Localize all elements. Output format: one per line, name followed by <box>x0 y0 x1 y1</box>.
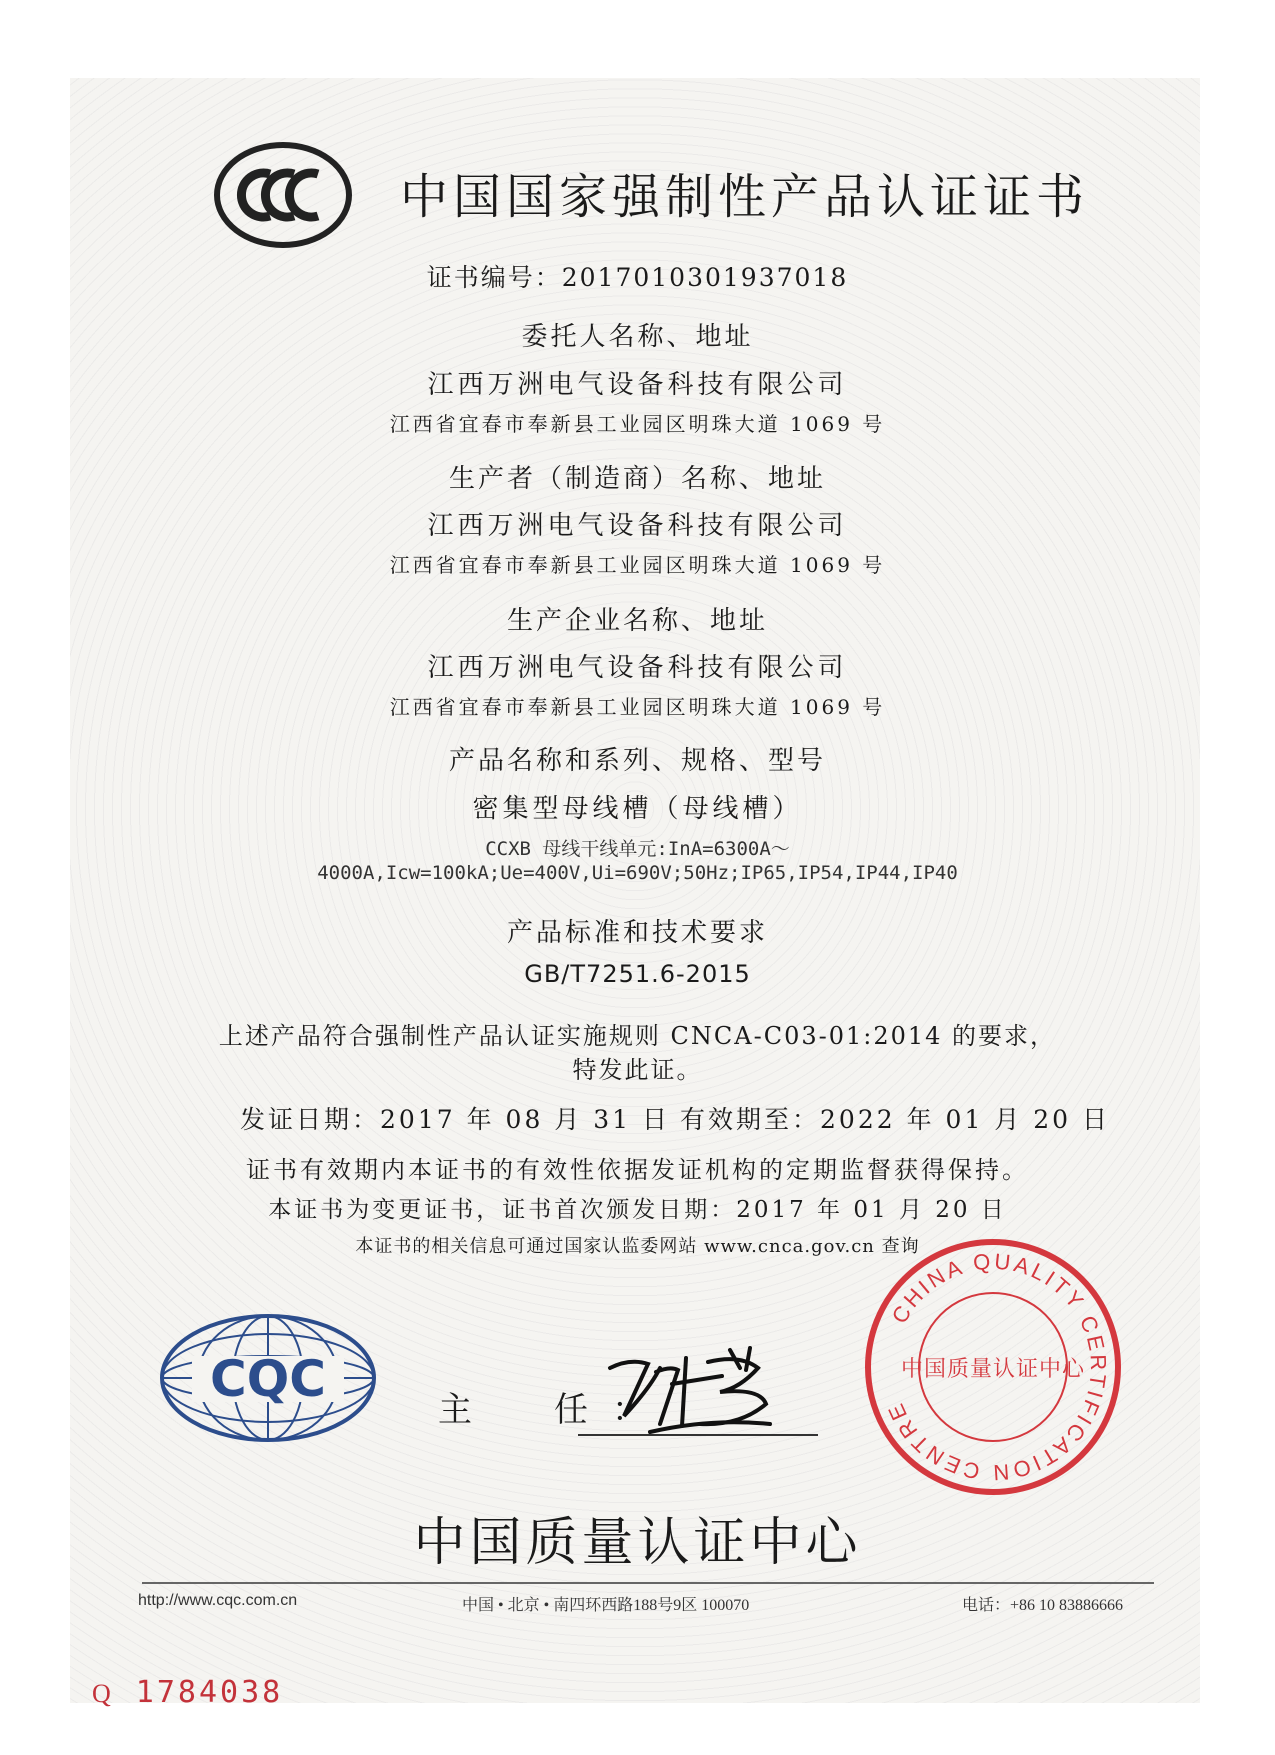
valid-date-row <box>680 1100 1110 1136</box>
product-heading: 产品名称和系列、规格、型号 <box>448 746 826 776</box>
standard-value: GB/T7251.6-2015 <box>524 960 751 988</box>
seal-outer-text: CHINA QUALITY CERTIFICATION CENTRE <box>881 1248 1112 1486</box>
issue-date-row <box>240 1100 670 1136</box>
issuer-name: 中国质量认证中心 <box>413 1513 862 1573</box>
ccc-logo-text: CCC <box>283 198 286 199</box>
issue-date-label: 发证日期： <box>240 1105 381 1134</box>
factory-name: 江西万洲电气设备科技有限公司 <box>427 653 848 683</box>
lookup-note: 本证书的相关信息可通过国家认监委网站 www.cnca.gov.cn 查询 <box>355 1236 920 1257</box>
applicant-name: 江西万洲电气设备科技有限公司 <box>427 370 848 400</box>
certificate-number-label: 证书编号： <box>426 263 562 292</box>
seal-inner-text: 中国质量认证中心 <box>900 1357 1086 1382</box>
cqc-logo-text: CQC <box>210 1350 326 1408</box>
applicant-heading: 委托人名称、地址 <box>521 322 754 352</box>
standard-heading: 产品标准和技术要求 <box>506 918 768 948</box>
serial-value: 1784038 <box>135 1675 284 1710</box>
product-model-line-1: CCXB 母线干线单元:InA=6300A～ <box>485 838 790 860</box>
ccc-logo-icon <box>212 140 354 250</box>
footer-divider <box>142 1582 1154 1584</box>
manufacturer-heading: 生产者（制造商）名称、地址 <box>448 464 826 494</box>
director-label: 主 任： <box>438 1390 670 1430</box>
valid-date: 2022 年 01 月 20 日 <box>820 1105 1110 1134</box>
serial-number <box>92 1675 283 1710</box>
certificate-title: 中国国家强制性产品认证证书 <box>400 169 1090 225</box>
factory-address: 江西省宜春市奉新县工业园区明珠大道 1069 号 <box>389 695 886 719</box>
product-model-line-2: 4000A,Icw=100kA;Ue=400V,Ui=690V;50Hz;IP65,IP54,IP44,IP40 <box>317 862 958 884</box>
serial-prefix: Q <box>92 1679 114 1708</box>
manufacturer-address: 江西省宜春市奉新县工业园区明珠大道 1069 号 <box>389 553 886 577</box>
cqc-seal-icon <box>862 1236 1124 1498</box>
product-name: 密集型母线槽（母线槽） <box>472 794 803 824</box>
cqc-logo-icon <box>158 1312 378 1444</box>
signature-line <box>578 1434 818 1436</box>
issue-date: 2017 年 08 月 31 日 <box>380 1105 670 1134</box>
director-signature <box>590 1328 830 1438</box>
factory-heading: 生产企业名称、地址 <box>506 606 768 636</box>
footer-url[interactable]: http://www.cqc.com.cn <box>138 1592 298 1609</box>
footer-address: 中国 • 北京 • 南四环西路188号9区 100070 <box>462 1597 750 1614</box>
manufacturer-name: 江西万洲电气设备科技有限公司 <box>427 511 848 541</box>
certificate-number: 2017010301937018 <box>561 263 849 292</box>
validity-note: 证书有效期内本证书的有效性依据发证机构的定期监督获得保持。 <box>246 1156 1029 1184</box>
footer-telephone: 电话：+86 10 83886666 <box>962 1597 1124 1614</box>
valid-date-label: 有效期至： <box>680 1105 821 1134</box>
grant-statement-line-2: 特发此证。 <box>572 1056 703 1084</box>
certificate-number-row <box>0 258 1275 294</box>
applicant-address: 江西省宜春市奉新县工业园区明珠大道 1069 号 <box>389 412 886 436</box>
change-note: 本证书为变更证书，证书首次颁发日期：2017 年 01 月 20 日 <box>268 1197 1007 1223</box>
grant-statement-line-1: 上述产品符合强制性产品认证实施规则 CNCA-C03-01:2014 的要求， <box>218 1022 1057 1050</box>
